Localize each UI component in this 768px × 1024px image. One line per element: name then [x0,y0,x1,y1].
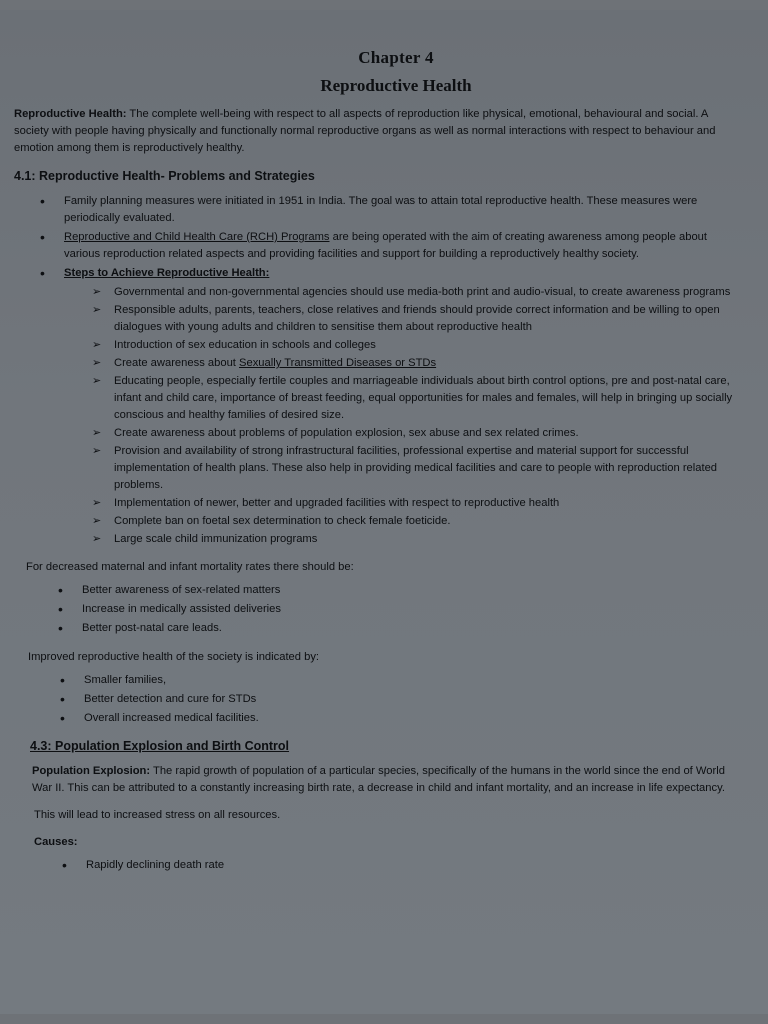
step-item: ➢ Responsible adults, parents, teachers, close relatives and friends should provide correct information and be willing to open dialogues with young adults and children to sensitise them about reproductive health [14,302,738,336]
step4-prefix: Create awareness about [114,357,240,369]
rch-link-text: Reproductive and Child Health Care (RCH) Programs [64,231,330,243]
intro-paragraph [14,106,738,157]
list-item: • Rapidly declining death rate [36,857,738,874]
section-heading-4-3 [14,739,738,753]
chapter-title: Reproductive Health [320,76,472,95]
step-item: ➢ Provision and availability of strong infrastructural facilities, professional expertise and material support for successful implementation of health plans. These also help in providing medical facilities and care to people with reproduction related problems. [14,443,738,494]
causes-list [14,857,738,874]
population-term: Population Explosion: [32,765,151,777]
list-item [14,229,738,263]
step-item: ➢ Complete ban on foetal sex determination to check female foeticide. [14,513,738,530]
chapter-number: Chapter 4 [358,48,434,67]
list-item: • Smaller families, [34,672,738,689]
section3-heading-text: 4.3: Population Explosion and Birth Control [30,739,290,753]
stress-line: This will lead to increased stress on all resources. [34,809,281,821]
intro-text: The complete well-being with respect to all aspects of reproduction like physical, emotional, behavioural and social. A society with people having physically and functionally normal reproductive organs as well as normal interactions with respect to behaviour and emotion among them is reproductively healthy. [14,108,716,154]
population-text: The rapid growth of population of a particular species, specifically of the humans in the world since the end of World War II. This can be attributed to a constantly increasing birth rate, a decrease in child and infant mortality, and an increase in life expectancy. [32,765,725,794]
list-item: • Increase in medically assisted deliveries [32,601,738,618]
document-page [0,10,768,1014]
intro-term: Reproductive Health: [14,108,127,120]
improved-list [14,672,738,727]
step-item: ➢ Governmental and non-governmental agencies should use media-both print and audio-visual, to create awareness programs [14,284,738,301]
improved-lead: Improved reproductive health of the society is indicated by: [28,651,320,663]
rch-text: are being operated with the aim of creating awareness among people about various reproduction related aspects and providing facilities and support for building a reproductively healthy society. [64,231,708,260]
list-item: • Better awareness of sex-related matters [32,582,738,599]
std-link-text: Sexually Transmitted Diseases or STDs [239,357,437,369]
list-item: • Better detection and cure for STDs [34,691,738,708]
list-item [14,265,738,282]
list-item: • Better post-natal care leads. [32,620,738,637]
section-heading-4-1: 4.1: Reproductive Health- Problems and Strategies [14,169,315,183]
causes-label-text: Causes: [34,836,78,848]
mortality-lead: For decreased maternal and infant mortality rates there should be: [26,561,354,573]
causes-label [14,834,738,851]
step-item [14,355,738,372]
steps-heading: Steps to Achieve Reproductive Health: [64,267,270,279]
mortality-list [14,582,738,637]
step-item: ➢ Educating people, especially fertile couples and marriageable individuals about birth control options, pre and post-natal care, infant and child care, importance of breast feeding, equal opportunities for males and females, will help in bringing up socially conscious and healthy families of desired size. [14,373,738,424]
step-item: ➢ Implementation of newer, better and upgraded facilities with respect to reproductive health [14,495,738,512]
steps-list [14,284,738,548]
list-item: • Overall increased medical facilities. [34,710,738,727]
section1-bullets [14,193,738,282]
list-item: • Family planning measures were initiated in 1951 in India. The goal was to attain total reproductive health. These measures were periodically evaluated. [14,193,738,227]
step-item: ➢ Large scale child immunization programs [14,531,738,548]
step-item: ➢ Introduction of sex education in schools and colleges [14,337,738,354]
step-item: ➢ Create awareness about problems of population explosion, sex abuse and sex related crimes. [14,425,738,442]
population-paragraph [14,763,738,797]
